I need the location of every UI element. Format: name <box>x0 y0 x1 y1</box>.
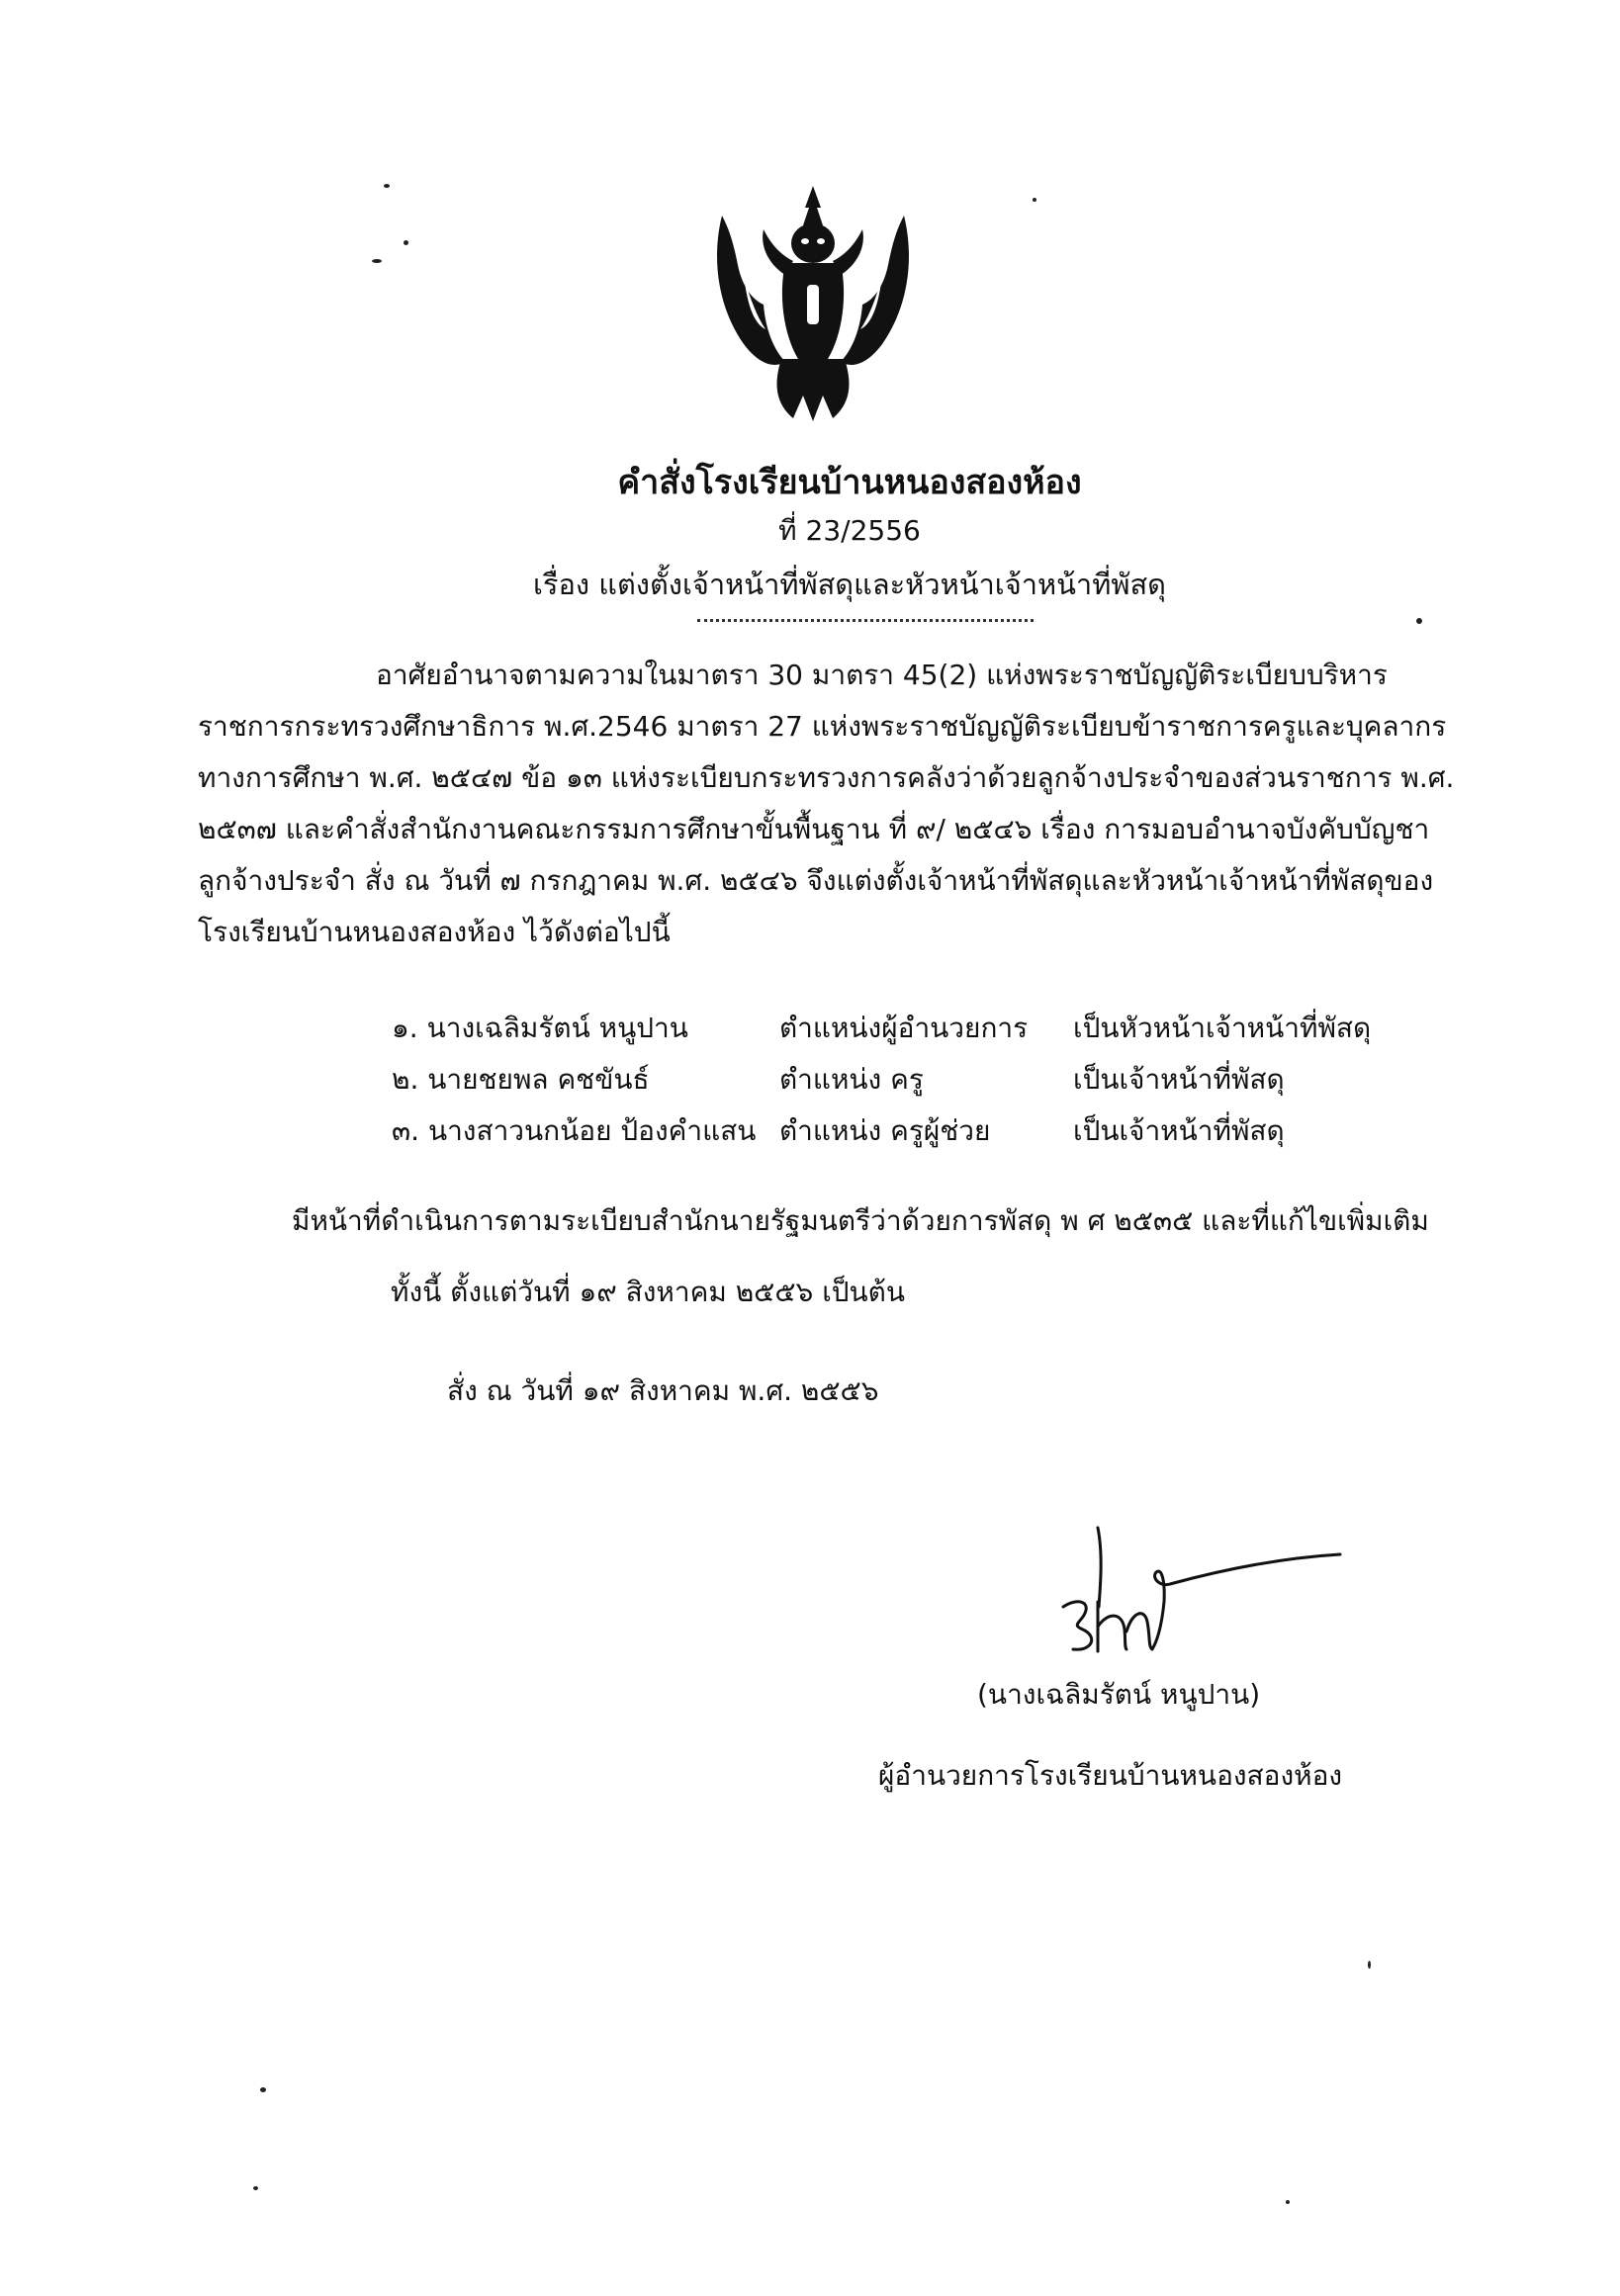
scan-speck <box>1416 618 1422 624</box>
appointee-role: เป็นเจ้าหน้าที่พัสดุ <box>1073 1063 1285 1096</box>
appointee-role: เป็นหัวหน้าเจ้าหน้าที่พัสดุ <box>1073 1012 1372 1044</box>
scan-speck <box>1033 198 1036 202</box>
garuda-emblem-icon <box>704 186 922 423</box>
paragraph-line: โรงเรียนบ้านหนองสองห้อง ไว้ดังต่อไปนี้ <box>198 916 671 948</box>
paragraph-line: ลูกจ้างประจำ สั่ง ณ วันที่ ๗ กรกฎาคม พ.ศ. ๒๕๔๖ จึงแต่งตั้งเจ้าหน้าที่พัสดุและหัวหน้าเจ้าหน้าที่พัสดุของ <box>198 864 1434 897</box>
paragraph-line: ทางการศึกษา พ.ศ. ๒๕๔๗ ข้อ ๑๓ แห่งระเบียบกระทรวงการคลังว่าด้วยลูกจ้างประจำของส่วนราชการ พ.ศ. <box>198 761 1455 794</box>
order-number: ที่ 23/2556 <box>778 514 921 547</box>
duty-line: มีหน้าที่ดำเนินการตามระเบียบสำนักนายรัฐมนตรีว่าด้วยการพัสดุ พ ศ ๒๕๓๕ และที่แก้ไขเพิ่มเติม <box>292 1204 1429 1237</box>
scan-speck <box>1368 1961 1371 1969</box>
paragraph-line: อาศัยอำนาจตามความในมาตรา 30 มาตรา 45(2) แห่งพระราชบัญญัติระเบียบบริหาร <box>376 659 1388 691</box>
scan-speck <box>384 184 390 188</box>
appointee-position: ตำแหน่งผู้อำนวยการ <box>779 1012 1029 1044</box>
order-subject: เรื่อง แต่งตั้งเจ้าหน้าที่พัสดุและหัวหน้าเจ้าหน้าที่พัสดุ <box>533 568 1166 601</box>
order-date: สั่ง ณ วันที่ ๑๙ สิงหาคม พ.ศ. ๒๕๕๖ <box>447 1374 879 1407</box>
handwritten-signature <box>1053 1513 1350 1661</box>
signer-name: (นางเฉลิมรัตน์ หนูปาน) <box>977 1678 1261 1711</box>
scan-speck <box>372 259 382 263</box>
effective-line: ทั้งนี้ ตั้งแต่วันที่ ๑๙ สิงหาคม ๒๕๕๖ เป็นต้น <box>391 1276 906 1308</box>
scan-speck <box>1286 2200 1290 2204</box>
appointee-position: ตำแหน่ง ครูผู้ช่วย <box>779 1114 991 1147</box>
scan-speck <box>404 240 408 245</box>
appointee-name: ๓. นางสาวนกน้อย ป้องคำแสน <box>392 1114 757 1147</box>
order-title: คำสั่งโรงเรียนบ้านหนองสองห้อง <box>617 463 1082 502</box>
signer-title: ผู้อำนวยการโรงเรียนบ้านหนองสองห้อง <box>878 1759 1343 1792</box>
paragraph-line: ๒๕๓๗ และคำสั่งสำนักงานคณะกรรมการศึกษาขั้นพื้นฐาน ที่ ๙/ ๒๕๔๖ เรื่อง การมอบอำนาจบังคับบัญชา <box>198 813 1430 845</box>
appointee-position: ตำแหน่ง ครู <box>779 1063 924 1096</box>
dotted-divider <box>697 619 1034 622</box>
paragraph-line: ราชการกระทรวงศึกษาธิการ พ.ศ.2546 มาตรา 27 แห่งพระราชบัญญัติระเบียบข้าราชการครูและบุคลากร <box>198 710 1447 743</box>
appointee-name: ๑. นางเฉลิมรัตน์ หนูปาน <box>392 1012 688 1044</box>
scan-speck <box>260 2087 266 2092</box>
appointee-role: เป็นเจ้าหน้าที่พัสดุ <box>1073 1114 1285 1147</box>
appointee-name: ๒. นายชยพล คชขันธ์ <box>392 1063 650 1096</box>
scan-speck <box>253 2186 258 2190</box>
